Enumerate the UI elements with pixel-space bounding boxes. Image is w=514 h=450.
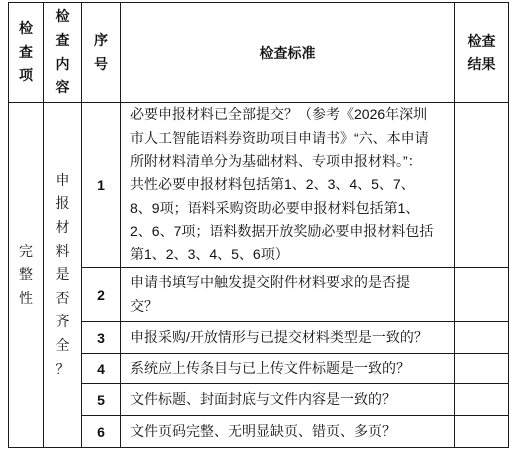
header-result — [455, 3, 509, 103]
vertical-char: 全 — [55, 336, 70, 353]
check-standard-cell — [121, 354, 455, 384]
check-result-cell — [455, 268, 509, 322]
check-standard-line: 市人工智能语料券资助项目申请书》“六、本申请 — [130, 129, 429, 146]
vertical-char: 报 — [55, 195, 70, 212]
vertical-char: 查 — [19, 43, 33, 60]
header-check-content-label — [56, 5, 70, 99]
header-row — [9, 3, 509, 103]
header-standard-label: 检查标准 — [259, 44, 316, 61]
vertical-char: 容 — [55, 79, 70, 96]
row-index: 3 — [82, 322, 121, 354]
vertical-char: 性 — [19, 289, 33, 306]
check-standard-line: 必要申报材料已全部提交？（参考《2026年深圳 — [130, 106, 428, 123]
vertical-char: 申 — [55, 171, 70, 188]
vertical-char: 齐 — [55, 313, 70, 330]
header-index — [82, 3, 121, 103]
vertical-char: 材 — [55, 219, 70, 236]
check-result-cell — [455, 103, 509, 268]
vertical-char: 料 — [55, 242, 70, 259]
row-index: 2 — [82, 268, 121, 322]
check-standard-line: 文件标题、封面封底与文件内容是一致的？ — [130, 390, 396, 407]
check-result-cell — [455, 354, 509, 384]
check-standard-cell — [121, 322, 455, 354]
check-standard-line: 交？ — [130, 297, 158, 314]
check-standard-line: 共性必要申报材料包括第1、2、3、4、5、7、 — [130, 176, 415, 193]
check-result-cell — [455, 416, 509, 448]
checklist-table — [8, 2, 509, 448]
vertical-char: 检 — [55, 8, 70, 25]
header-check-item — [9, 3, 44, 103]
table-row — [9, 103, 509, 268]
check-standard-cell — [121, 268, 455, 322]
check-result-cell — [455, 322, 509, 354]
header-index-label — [94, 29, 108, 76]
vertical-char: 查 — [55, 31, 70, 48]
header-check-item-label — [19, 17, 33, 88]
check-standard-line: 所附材料清单分为基础材料、专项申报材料。”： — [130, 153, 422, 170]
vertical-char: 否 — [55, 289, 70, 306]
vertical-char: 内 — [55, 55, 70, 72]
check-standard-line: 申请书填写中触发提交附件材料要求的是否提 — [130, 274, 410, 291]
vertical-char: 整 — [19, 266, 33, 283]
check-item-cell — [9, 103, 44, 448]
header-check-content — [44, 3, 82, 103]
check-standard-line: 申报采购/开放情形与已提交材料类型是一致的？ — [130, 328, 428, 345]
check-standard-cell — [121, 384, 455, 416]
header-standard — [121, 3, 455, 103]
check-content-label — [56, 169, 70, 381]
row-index: 5 — [82, 384, 121, 416]
vertical-char: 是 — [55, 266, 70, 283]
row-index: 1 — [82, 103, 121, 268]
vertical-char: 序 — [94, 31, 108, 48]
check-standard-line: 系统应上传条目与已上传文件标题是一致的？ — [130, 359, 410, 376]
check-standard-line: 2、6、7项；语料数据开放奖励必要申报材料包括 — [130, 222, 434, 239]
check-standard-line: 文件页码完整、无明显缺页、错页、多页？ — [130, 422, 396, 439]
vertical-char: 号 — [94, 55, 108, 72]
check-standard-line: 8、9项；语料采购资助必要申报材料包括第1、 — [130, 199, 420, 216]
header-result-label: 检查结果 — [467, 32, 496, 72]
check-standard-cell — [121, 103, 455, 268]
check-result-cell — [455, 384, 509, 416]
check-standard-cell — [121, 416, 455, 448]
table-row — [9, 416, 509, 448]
table-row — [9, 268, 509, 322]
table-row — [9, 322, 509, 354]
vertical-char: 完 — [19, 242, 33, 259]
row-index: 4 — [82, 354, 121, 384]
vertical-char: ？ — [55, 360, 70, 377]
vertical-char: 项 — [19, 67, 33, 84]
table-row — [9, 354, 509, 384]
check-standard-line: 第1、2、3、4、5、6项） — [130, 246, 289, 263]
check-item-label — [19, 240, 33, 311]
vertical-char: 检 — [19, 20, 33, 37]
check-content-cell — [44, 103, 82, 448]
table-row — [9, 384, 509, 416]
row-index: 6 — [82, 416, 121, 448]
